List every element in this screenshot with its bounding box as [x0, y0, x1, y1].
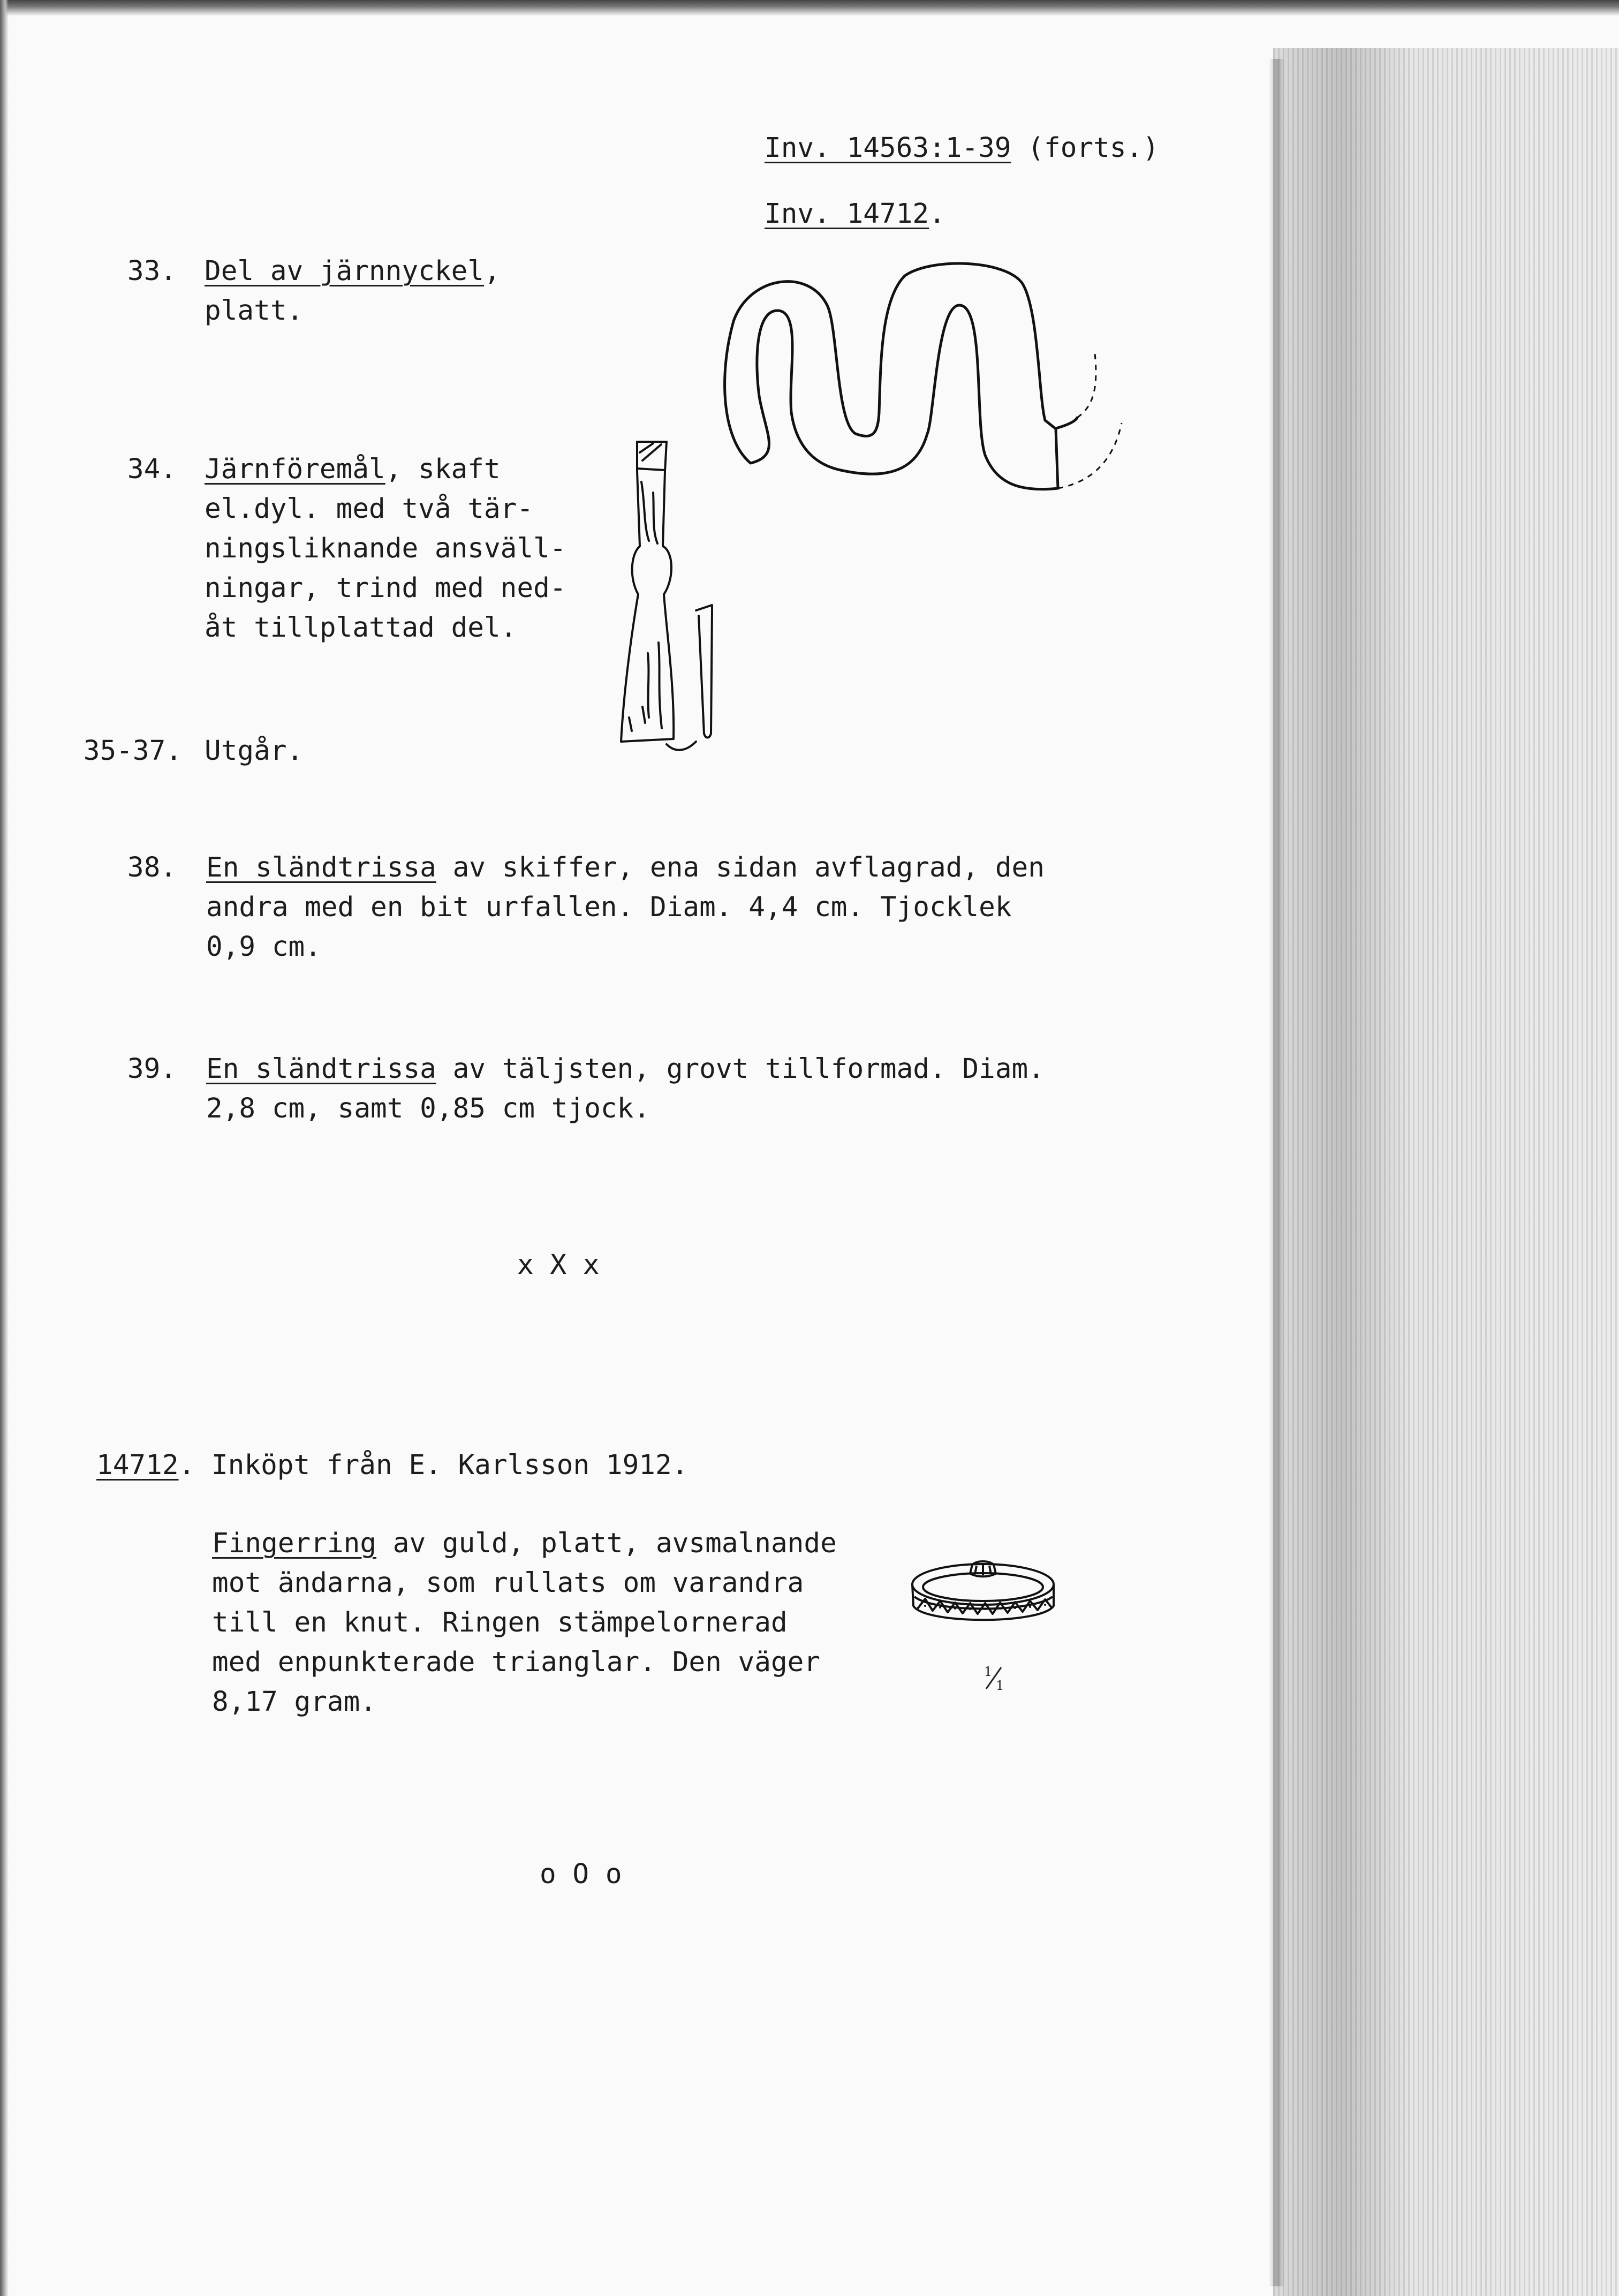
page-left-edge [0, 0, 9, 2296]
item-34-line2: el.dyl. med två tär- [205, 493, 534, 525]
item-38-number: 38. [127, 852, 177, 883]
item-39-line2: 2,8 cm, samt 0,85 cm tjock. [206, 1093, 650, 1124]
item-39-number: 39. [127, 1053, 177, 1085]
page-fold-shadow [1269, 59, 1285, 2286]
item-38-line2: andra med en bit urfallen. Diam. 4,4 cm. Tjocklek [206, 892, 1012, 923]
item-39-line1: En sländtrissa av täljsten, grovt tillformad. Diam. [206, 1053, 1045, 1085]
item-33-title: Del av järnnyckel [205, 255, 484, 287]
scale-fraction [983, 1664, 1009, 1692]
entry-14712-acquisition: Inköpt från E. Karlsson 1912. [195, 1449, 689, 1481]
entry-14712-line1: Fingerring av guld, platt, avsmalnande [212, 1528, 837, 1559]
inv-number-new: Inv. 14712 [765, 198, 929, 230]
item-35-37-text: Utgår. [205, 735, 304, 767]
forts-label: (forts.) [1027, 132, 1159, 164]
entry-14712-number: 14712 [96, 1449, 179, 1481]
section-separator-ooo: o O o [540, 1859, 622, 1890]
inv-header-new: Inv. 14712. [765, 198, 945, 230]
item-34-title: Järnföremål [205, 454, 385, 485]
entry-14712-heading: 14712. Inköpt från E. Karlsson 1912. [96, 1449, 689, 1481]
item-34-line4: ningar, trind med ned- [205, 572, 566, 604]
iron-key-drawing [717, 262, 1135, 509]
item-34-line5: åt tillplattad del. [205, 612, 517, 644]
item-33-line1: Del av järnnyckel, [205, 255, 501, 287]
book-page-stack [1273, 48, 1619, 2296]
scale-denominator: 1 [996, 1678, 1004, 1693]
entry-14712-line5: 8,17 gram. [212, 1686, 377, 1718]
entry-14712-line4: med enpunkterade trianglar. Den väger [212, 1647, 821, 1678]
page-top-edge [0, 0, 1619, 16]
entry-14712-line3: till en knut. Ringen stämpelornerad [212, 1607, 788, 1638]
item-34-line1: Järnföremål, skaft [205, 454, 501, 485]
iron-object-drawing [616, 439, 728, 760]
item-35-37-number: 35-37. [83, 735, 182, 767]
item-33-number: 33. [127, 255, 177, 287]
item-34-number: 34. [127, 454, 177, 485]
gold-ring-drawing [903, 1555, 1069, 1635]
entry-14712-title: Fingerring [212, 1528, 377, 1559]
item-34-line3: ningsliknande ansväll- [205, 533, 566, 564]
item-39-title: En sländtrissa [206, 1053, 436, 1085]
item-38-title: En sländtrissa [206, 852, 436, 883]
entry-14712-line2: mot ändarna, som rullats om varandra [212, 1567, 804, 1599]
item-38-line1: En sländtrissa av skiffer, ena sidan avflagrad, den [206, 852, 1045, 883]
scale-numerator: 1 [984, 1664, 993, 1679]
inv-header-continued [765, 129, 1159, 168]
item-38-line3: 0,9 cm. [206, 931, 321, 963]
inv-number-continued: Inv. 14563:1-39 [765, 132, 1011, 164]
item-33-line2: platt. [205, 295, 304, 327]
section-separator-xxx: x X x [517, 1249, 600, 1281]
